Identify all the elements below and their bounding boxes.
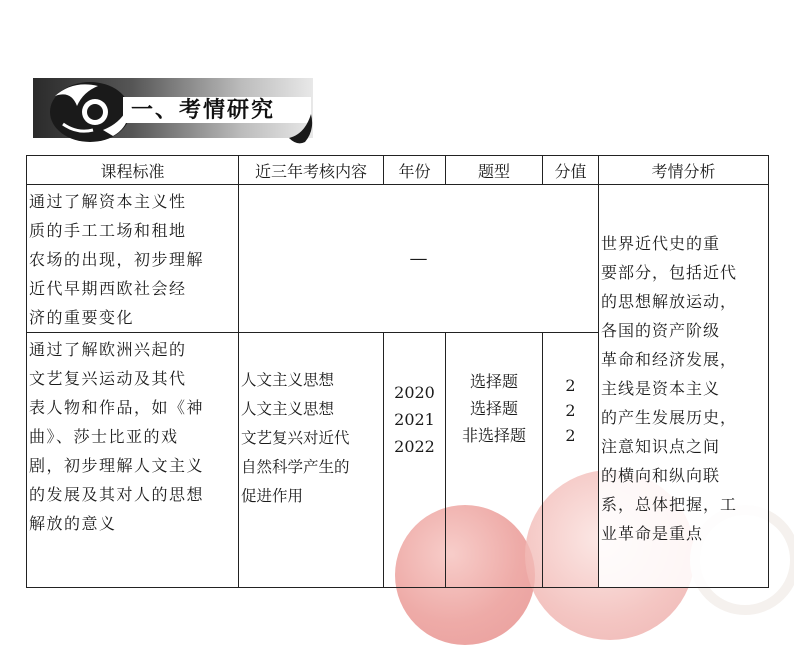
year-value: 2022 [394,437,435,456]
standard-line: 质的手工工场和租地 [29,221,187,240]
type-cell [446,333,543,588]
content-line: 人文主义思想 [241,400,335,418]
content-line: 文艺复兴对近代 [241,429,350,447]
score-value: 2 [565,376,576,395]
type-value: 选择题 [469,399,518,418]
analysis-line: 要部分，包括近代 [601,263,738,282]
banner-tail-icon [285,108,325,148]
analysis-line: 系，总体把握，工 [601,495,738,514]
exam-analysis-table [26,155,769,588]
standard-line: 曲》、莎士比亚的戏 [29,427,179,446]
header-content: 近三年考核内容 [239,156,384,185]
analysis-line: 革命和经济发展， [601,350,738,369]
year-value: 2020 [394,383,435,402]
year-value: 2021 [394,410,435,429]
content-cell [239,333,384,588]
header-type: 题型 [446,156,543,185]
score-value: 2 [565,426,576,445]
header-standard: 课程标准 [27,156,239,185]
analysis-line: 各国的资产阶级 [601,321,721,340]
header-analysis: 考情分析 [599,156,769,185]
type-value: 非选择题 [461,426,526,445]
header-year: 年份 [384,156,446,185]
content-line: 自然科学产生的 [241,458,350,476]
standard-line: 通过了解资本主义性 [29,192,187,211]
type-value: 选择题 [469,372,518,391]
standard-line: 近代早期西欧社会经 [29,279,187,298]
standard-line: 通过了解欧洲兴起的 [29,340,187,359]
standard-line: 济的重要变化 [29,308,135,327]
standard-line: 剧，初步理解人文主义 [29,456,205,475]
analysis-line: 业革命是重点 [601,524,704,543]
analysis-line: 注意知识点之间 [601,437,721,456]
standard-cell [27,333,239,588]
analysis-line: 的横向和纵向联 [601,466,721,485]
analysis-line: 的产生发展历史， [601,408,738,427]
standard-line: 解放的意义 [29,514,117,533]
analysis-line: 的思想解放运动， [601,292,738,311]
header-score: 分值 [543,156,599,185]
section-title: 一、考情研究 [123,97,311,123]
score-value: 2 [565,401,576,420]
table-row [27,185,769,333]
standard-cell [27,185,239,333]
score-cell [543,333,599,588]
content-line: 人文主义思想 [241,371,335,389]
analysis-line: 世界近代史的重 [601,234,721,253]
section-banner [33,78,318,148]
content-line: 促进作用 [241,487,304,505]
standard-line: 的发展及其对人的思想 [29,485,205,504]
analysis-line: 主线是资本主义 [601,379,721,398]
standard-line: 表人物和作品，如《神 [29,398,205,417]
standard-line: 文艺复兴运动及其代 [29,369,187,388]
table-header-row [27,156,769,185]
standard-line: 农场的出现，初步理解 [29,250,205,269]
merged-empty-cell: — [239,185,599,333]
analysis-cell [599,185,769,588]
year-cell [384,333,446,588]
